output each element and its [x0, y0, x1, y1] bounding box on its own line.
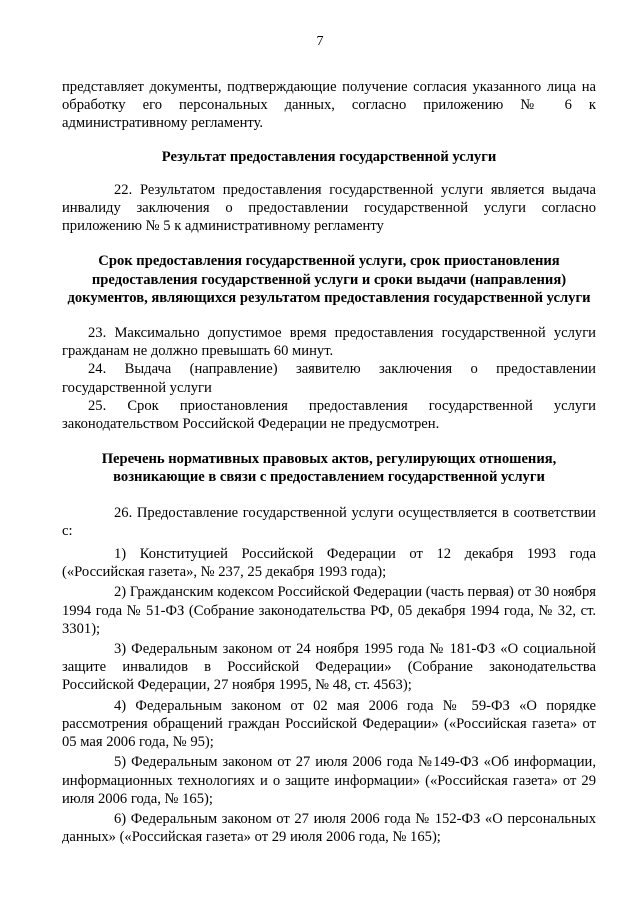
legal-act-item-1: 1) Конституцией Российской Федерации от 12 декабря 1993 года («Российская газета», № 237, 25 декабря 1993 года);: [62, 546, 596, 581]
heading-legal-acts: Перечень нормативных правовых актов, регулирующих отношения, возникающие в связи с предоставлением государственной услуги: [101, 451, 557, 486]
heading-terms: Срок предоставления государственной услуги, срок приостановления предоставления государственной услуги и сроки выдачи (направления) документов, являющихся результатом предоставления государственной услуги: [67, 253, 591, 306]
paragraph-22: 22. Результатом предоставления государственной услуги является выдача инвалиду заключения о предоставлении государственной услуги согласно приложению № 5 к административному регламенту: [62, 181, 596, 235]
paragraph-24: 24. Выдача (направление) заявителю заключения о предоставлении государственной услуги: [62, 361, 596, 396]
paragraph-continuation: представляет документы, подтверждающие получение согласия указанного лица на обработку его персональных данных, согласно приложению № 6 к административному регламенту.: [62, 79, 596, 132]
legal-act-item-3: 3) Федеральным законом от 24 ноября 1995 года № 181-ФЗ «О социальной защите инвалидов в Российской Федерации» (Собрание законодательства Российской Федерации, 27 ноября 1995, № 48, ст. 4563);: [62, 641, 596, 694]
legal-act-item-4: 4) Федеральным законом от 02 мая 2006 года № 59-ФЗ «О порядке рассмотрения обращений граждан Российской Федерации» («Российская газета» от 05 мая 2006 года, № 95);: [62, 697, 596, 751]
legal-act-item-5: 5) Федеральным законом от 27 июля 2006 года №149-ФЗ «Об информации, информационных технологиях и о защите информации» («Российская газета» от 29 июля 2006 года, № 165);: [62, 754, 596, 807]
page-content: [62, 78, 596, 846]
paragraph-26: 26. Предоставление государственной услуги осуществляется в соответствии с:: [62, 504, 596, 539]
page-number: 7: [316, 34, 324, 49]
legal-act-item-2: 2) Гражданским кодексом Российской Федерации (часть первая) от 30 ноября 1994 года № 51-ФЗ (Собрание законодательства РФ, 05 декабря 1994 года, № 32, ст. 3301);: [62, 584, 596, 637]
heading-result: Результат предоставления государственной услуги: [161, 148, 497, 165]
legal-act-item-6: 6) Федеральным законом от 27 июля 2006 года № 152-ФЗ «О персональных данных» («Российская газета» от 29 июля 2006 года, № 165);: [62, 810, 596, 846]
paragraph-23: 23. Максимально допустимое время предоставления государственной услуги гражданам не должно превышать 60 минут.: [62, 325, 596, 360]
paragraph-25: 25. Срок приостановления предоставления государственной услуги законодательством Российской Федерации не предусмотрен.: [62, 397, 596, 433]
